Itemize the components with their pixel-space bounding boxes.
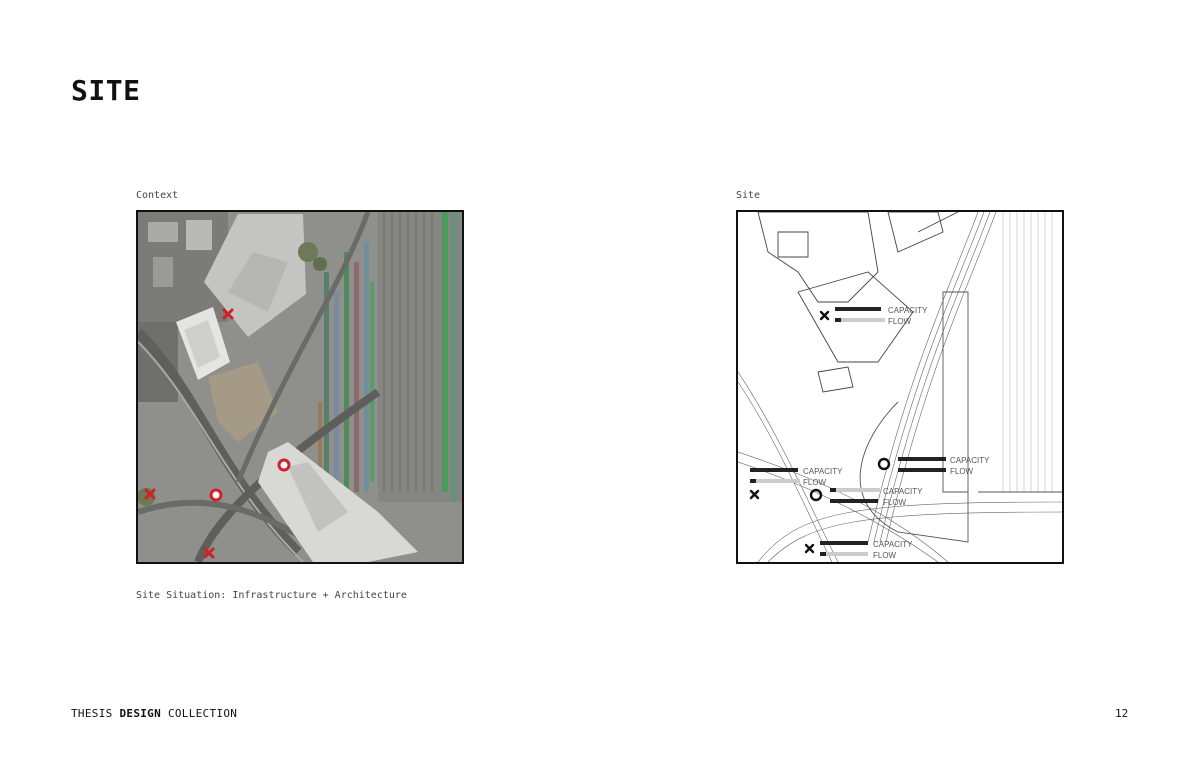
aerial-image — [138, 212, 462, 562]
annotation-flow-2: FLOW — [950, 467, 974, 476]
annotation-capacity-3: CAPACITY — [803, 467, 843, 476]
footer-part-collection: COLLECTION — [161, 707, 238, 720]
context-label: Context — [136, 190, 179, 201]
annotation-flow-5: FLOW — [873, 551, 897, 560]
annotation-capacity-4: CAPACITY — [883, 487, 923, 496]
ring-marker-icon — [211, 490, 221, 500]
site-line-drawing — [738, 212, 1062, 562]
context-aerial-map — [136, 210, 464, 564]
annotation-capacity-2: CAPACITY — [950, 456, 990, 465]
annotation-capacity-5: CAPACITY — [873, 540, 913, 549]
annotation-capacity-1: CAPACITY — [888, 306, 928, 315]
annotation-flow-3: FLOW — [803, 478, 827, 487]
context-caption: Site Situation: Infrastructure + Architecture — [136, 590, 407, 601]
page-number: 12 — [1115, 707, 1129, 720]
footer-part-thesis: THESIS — [71, 707, 120, 720]
site-label: Site — [736, 190, 761, 201]
annotation-flow-4: FLOW — [883, 498, 907, 507]
site-diagram — [736, 210, 1064, 564]
page-title: SITE — [71, 74, 141, 107]
footer-part-design: DESIGN — [119, 707, 162, 720]
footer-collection-title — [71, 707, 237, 720]
ring-marker-icon — [279, 460, 289, 470]
annotation-flow-1: FLOW — [888, 317, 912, 326]
